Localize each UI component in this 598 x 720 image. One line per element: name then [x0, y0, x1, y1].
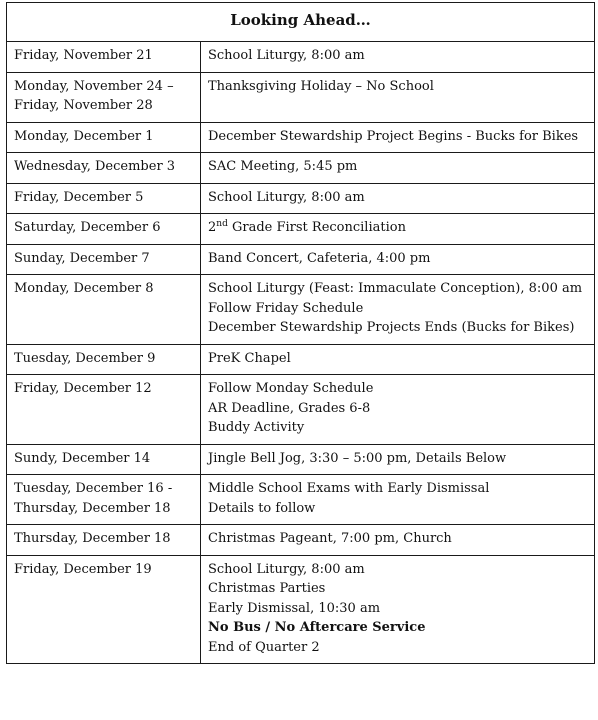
event-line [208, 318, 588, 338]
event-text: Follow Friday Schedule [208, 300, 364, 316]
table-row [7, 525, 595, 556]
date-text: Wednesday, December 3 [14, 159, 176, 174]
event-cell [201, 122, 595, 153]
event-text: Band Concert, Cafeteria, 4:00 pm [208, 250, 431, 266]
table-row [7, 72, 595, 122]
event-text: Grade First Reconciliation [231, 220, 406, 235]
event-line [208, 479, 588, 499]
table-row [7, 344, 595, 375]
event-text: School Liturgy, 8:00 am [208, 48, 365, 63]
event-cell [201, 214, 595, 245]
table-row [7, 555, 595, 664]
event-cell [201, 183, 595, 214]
date-text: Sunday, December 7 [14, 250, 150, 266]
event-cell [201, 244, 595, 275]
event-line [208, 379, 588, 399]
event-line [208, 579, 588, 599]
date-cell [7, 72, 201, 122]
event-text: Thanksgiving Holiday – No School [208, 78, 434, 94]
event-text: December Stewardship Projects Ends (Bucks for Bikes) [208, 320, 575, 335]
ordinal-number: 2 [208, 220, 217, 235]
event-text: Details to follow [208, 500, 316, 516]
event-cell [201, 375, 595, 445]
event-cell [201, 153, 595, 184]
table-row [7, 122, 595, 153]
date-text: Thursday, December 18 [14, 500, 171, 516]
event-cell [201, 72, 595, 122]
date-text: Tuesday, December 9 [14, 350, 156, 366]
event-line [208, 299, 588, 319]
event-cell [201, 344, 595, 375]
date-text: Friday, December 5 [14, 189, 144, 205]
event-text: School Liturgy (Feast: Immaculate Conception), 8:00 am [208, 281, 583, 296]
date-cell [7, 525, 201, 556]
event-text: Early Dismissal, 10:30 am [208, 600, 381, 616]
event-line [208, 218, 588, 238]
table-row [7, 444, 595, 475]
date-text: Friday, December 12 [14, 381, 152, 396]
event-text: Christmas Parties [208, 581, 326, 596]
event-text: SAC Meeting, 5:45 pm [208, 159, 358, 174]
event-cell [201, 555, 595, 664]
event-cell [201, 444, 595, 475]
ordinal-suffix: nd [216, 219, 228, 229]
event-line [208, 560, 588, 580]
event-text: End of Quarter 2 [208, 639, 320, 655]
date-cell [7, 275, 201, 345]
event-line [208, 638, 588, 658]
date-cell [7, 214, 201, 245]
event-line [208, 349, 588, 369]
event-line [208, 249, 588, 269]
event-line [208, 157, 588, 177]
date-text: Friday, November 21 [14, 48, 153, 63]
date-cell [7, 555, 201, 664]
date-text: Friday, December 19 [14, 561, 152, 577]
date-cell [7, 244, 201, 275]
date-text: Sundy, December 14 [14, 450, 151, 466]
table-row [7, 42, 595, 73]
table-row [7, 244, 595, 275]
date-text: Friday, November 28 [14, 98, 153, 113]
table-row [7, 375, 595, 445]
date-cell [7, 375, 201, 445]
table-row [7, 275, 595, 345]
date-text: Monday, December 8 [14, 281, 154, 296]
event-text: Jingle Bell Jog, 3:30 – 5:00 pm, Details Below [208, 450, 507, 466]
event-text: School Liturgy, 8:00 am [208, 189, 365, 205]
date-cell [7, 42, 201, 73]
event-line [208, 279, 588, 299]
table-row [7, 183, 595, 214]
date-text: Saturday, December 6 [14, 220, 161, 235]
date-cell [7, 344, 201, 375]
date-cell [7, 183, 201, 214]
event-line [208, 46, 588, 66]
date-text: Monday, November 24 – [14, 78, 174, 94]
table-row [7, 214, 595, 245]
table-title: Looking Ahead… [7, 3, 595, 42]
schedule-rows [7, 42, 595, 664]
table-row [7, 475, 595, 525]
event-text: No Bus / No Aftercare Service [208, 620, 426, 635]
event-text: Christmas Pageant, 7:00 pm, Church [208, 531, 452, 546]
event-cell [201, 475, 595, 525]
event-line [208, 77, 588, 97]
date-cell [7, 475, 201, 525]
event-text: Buddy Activity [208, 420, 305, 435]
event-line [208, 127, 588, 147]
event-text: Follow Monday Schedule [208, 381, 374, 396]
event-line [208, 399, 588, 419]
event-text: Middle School Exams with Early Dismissal [208, 481, 490, 496]
table-header-row [7, 3, 595, 42]
event-line [208, 418, 588, 438]
date-text: Tuesday, December 16 - [14, 481, 173, 496]
event-text: December Stewardship Project Begins - Bucks for Bikes [208, 128, 579, 144]
date-text: Thursday, December 18 [14, 531, 171, 546]
event-line [208, 618, 588, 638]
event-text: PreK Chapel [208, 350, 291, 366]
date-cell [7, 153, 201, 184]
event-cell [201, 525, 595, 556]
event-line [208, 188, 588, 208]
event-line [208, 599, 588, 619]
date-cell [7, 444, 201, 475]
table-row [7, 153, 595, 184]
date-text: Monday, December 1 [14, 128, 154, 144]
event-text: School Liturgy, 8:00 am [208, 561, 365, 577]
event-line [208, 449, 588, 469]
event-cell [201, 275, 595, 345]
event-text: AR Deadline, Grades 6-8 [208, 400, 371, 416]
event-cell [201, 42, 595, 73]
date-cell [7, 122, 201, 153]
event-line [208, 499, 588, 519]
looking-ahead-table [6, 2, 595, 664]
event-line [208, 529, 588, 549]
